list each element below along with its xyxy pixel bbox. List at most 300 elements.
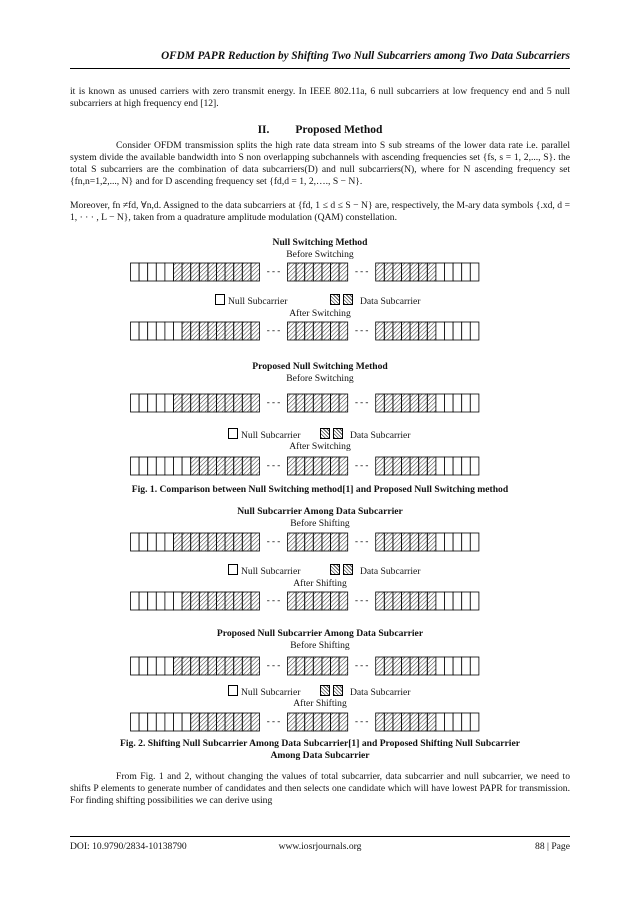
- fig1a-after-svg: [130, 321, 510, 341]
- footer-rule: [70, 836, 570, 837]
- data-subcarrier-cell: [384, 322, 393, 340]
- null-subcarrier-cell: [445, 457, 454, 475]
- null-subcarrier-cell: [139, 713, 148, 731]
- null-subcarrier-cell: [462, 592, 471, 610]
- ellipsis-gap: - - -: [266, 325, 281, 335]
- null-subcarrier-cell: [462, 322, 471, 340]
- null-subcarrier-cell: [148, 394, 157, 412]
- data-subcarrier-cell: [331, 533, 340, 551]
- fig2b-before-svg: [130, 656, 510, 676]
- data-subcarrier-cell: [402, 457, 411, 475]
- data-subcarrier-cell: [199, 592, 208, 610]
- data-subcarrier-cell: [208, 263, 217, 281]
- fig2a-before-svg: [130, 532, 510, 552]
- ellipsis-gap: - - -: [354, 460, 369, 470]
- data-subcarrier-cell: [191, 394, 200, 412]
- fig1a-before-label: Before Switching: [286, 249, 354, 260]
- data-subcarrier-cell: [234, 657, 243, 675]
- legend-null-label: Null Subcarrier: [241, 687, 301, 698]
- section-title: Proposed Method: [295, 124, 383, 136]
- data-subcarrier-cell: [305, 713, 314, 731]
- data-subcarrier-cell: [199, 263, 208, 281]
- data-subcarrier-cell: [208, 533, 217, 551]
- null-subcarrier-cell: [470, 592, 479, 610]
- null-subcarrier-cell: [445, 263, 454, 281]
- data-subcarrier-cell: [182, 322, 191, 340]
- null-subcarrier-cell: [156, 713, 165, 731]
- null-subcarrier-cell: [436, 533, 445, 551]
- legend-data-label: Data Subcarrier: [360, 566, 421, 577]
- data-subcarrier-cell: [199, 322, 208, 340]
- data-subcarrier-cell: [208, 713, 217, 731]
- data-subcarrier-cell: [339, 657, 348, 675]
- null-subcarrier-swatch: [215, 294, 225, 305]
- data-subcarrier-cell: [402, 394, 411, 412]
- null-subcarrier-cell: [436, 394, 445, 412]
- data-subcarrier-cell: [427, 263, 436, 281]
- data-subcarrier-cell: [296, 713, 305, 731]
- data-subcarrier-cell: [376, 263, 385, 281]
- data-subcarrier-cell: [191, 263, 200, 281]
- data-subcarrier-cell: [376, 457, 385, 475]
- data-subcarrier-cell: [339, 533, 348, 551]
- data-subcarrier-cell: [305, 592, 314, 610]
- data-subcarrier-cell: [225, 457, 234, 475]
- null-subcarrier-cell: [156, 592, 165, 610]
- data-subcarrier-cell: [322, 457, 331, 475]
- data-subcarrier-cell: [251, 657, 260, 675]
- data-subcarrier-cell: [305, 263, 314, 281]
- fig2b-legend: [70, 685, 570, 699]
- footer-url[interactable]: www.iosrjournals.org: [278, 841, 362, 852]
- data-subcarrier-cell: [242, 713, 251, 731]
- data-subcarrier-swatch: [333, 685, 343, 696]
- null-subcarrier-cell: [453, 533, 462, 551]
- null-subcarrier-swatch: [228, 428, 238, 439]
- null-subcarrier-cell: [156, 394, 165, 412]
- data-subcarrier-cell: [313, 533, 322, 551]
- null-subcarrier-cell: [470, 713, 479, 731]
- data-subcarrier-cell: [331, 263, 340, 281]
- data-subcarrier-cell: [322, 322, 331, 340]
- fig2b-after-row: [130, 712, 510, 732]
- null-subcarrier-cell: [139, 394, 148, 412]
- null-subcarrier-cell: [139, 263, 148, 281]
- data-subcarrier-cell: [242, 657, 251, 675]
- null-subcarrier-cell: [436, 263, 445, 281]
- null-subcarrier-cell: [131, 394, 140, 412]
- data-subcarrier-cell: [331, 394, 340, 412]
- fig1a-after-row: [130, 321, 510, 341]
- fig2b-before-label: Before Shifting: [290, 640, 350, 651]
- null-subcarrier-cell: [470, 657, 479, 675]
- null-subcarrier-cell: [462, 533, 471, 551]
- data-subcarrier-cell: [322, 713, 331, 731]
- fig2a-after-label: After Shifting: [293, 578, 347, 589]
- data-subcarrier-cell: [225, 713, 234, 731]
- data-subcarrier-cell: [376, 394, 385, 412]
- null-subcarrier-cell: [165, 263, 174, 281]
- data-subcarrier-cell: [393, 394, 402, 412]
- data-subcarrier-cell: [393, 592, 402, 610]
- data-subcarrier-cell: [225, 592, 234, 610]
- ellipsis-gap: - - -: [266, 595, 281, 605]
- data-subcarrier-cell: [376, 592, 385, 610]
- ellipsis-gap: - - -: [354, 397, 369, 407]
- data-subcarrier-cell: [234, 713, 243, 731]
- null-subcarrier-cell: [148, 713, 157, 731]
- data-subcarrier-cell: [191, 457, 200, 475]
- null-subcarrier-cell: [165, 322, 174, 340]
- data-subcarrier-cell: [242, 322, 251, 340]
- data-subcarrier-cell: [384, 533, 393, 551]
- null-subcarrier-cell: [156, 657, 165, 675]
- null-subcarrier-cell: [165, 457, 174, 475]
- null-subcarrier-cell: [453, 592, 462, 610]
- data-subcarrier-cell: [427, 322, 436, 340]
- fig1b-before-label: Before Switching: [286, 373, 354, 384]
- data-subcarrier-cell: [305, 457, 314, 475]
- data-subcarrier-cell: [288, 657, 297, 675]
- data-subcarrier-cell: [410, 533, 419, 551]
- fig2a-before-label: Before Shifting: [290, 518, 350, 529]
- data-subcarrier-cell: [393, 457, 402, 475]
- null-subcarrier-cell: [165, 657, 174, 675]
- fig2b-before-row: [130, 656, 510, 676]
- data-subcarrier-cell: [376, 533, 385, 551]
- null-subcarrier-cell: [436, 592, 445, 610]
- data-subcarrier-cell: [234, 263, 243, 281]
- data-subcarrier-cell: [225, 657, 234, 675]
- data-subcarrier-cell: [313, 394, 322, 412]
- null-subcarrier-cell: [139, 457, 148, 475]
- null-subcarrier-cell: [131, 322, 140, 340]
- data-subcarrier-cell: [376, 713, 385, 731]
- ellipsis-gap: - - -: [266, 266, 281, 276]
- figure2-caption-line2: Among Data Subcarrier: [270, 750, 370, 761]
- null-subcarrier-cell: [156, 263, 165, 281]
- null-subcarrier-cell: [445, 657, 454, 675]
- data-subcarrier-cell: [251, 263, 260, 281]
- fig1b-title: Proposed Null Switching Method: [252, 361, 388, 372]
- data-subcarrier-cell: [217, 657, 226, 675]
- data-subcarrier-cell: [322, 657, 331, 675]
- data-subcarrier-swatch: [333, 428, 343, 439]
- data-subcarrier-cell: [410, 713, 419, 731]
- data-subcarrier-cell: [182, 394, 191, 412]
- data-subcarrier-cell: [182, 657, 191, 675]
- null-subcarrier-cell: [156, 533, 165, 551]
- null-subcarrier-cell: [165, 394, 174, 412]
- data-subcarrier-cell: [402, 322, 411, 340]
- data-subcarrier-cell: [288, 322, 297, 340]
- data-subcarrier-cell: [199, 713, 208, 731]
- data-subcarrier-cell: [393, 657, 402, 675]
- null-subcarrier-cell: [445, 592, 454, 610]
- data-subcarrier-cell: [384, 713, 393, 731]
- data-subcarrier-cell: [296, 592, 305, 610]
- data-subcarrier-cell: [402, 592, 411, 610]
- data-subcarrier-cell: [402, 263, 411, 281]
- data-subcarrier-cell: [199, 457, 208, 475]
- null-subcarrier-cell: [139, 322, 148, 340]
- data-subcarrier-cell: [427, 394, 436, 412]
- null-subcarrier-cell: [139, 533, 148, 551]
- null-subcarrier-cell: [453, 263, 462, 281]
- legend-data-label: Data Subcarrier: [350, 687, 411, 698]
- data-subcarrier-cell: [419, 322, 428, 340]
- data-subcarrier-cell: [234, 322, 243, 340]
- data-subcarrier-cell: [427, 533, 436, 551]
- method-paragraph-2: Moreover, fn ≠fd, ∀n,d. Assigned to the data subcarriers at {fd, 1 ≤ d ≤ S − N} are, respectively, the M-ary data symbols {.xd, d = 1, · · · , L − N}, taken from a quadrature amplitude modulation (QAM) constellation.: [70, 200, 570, 223]
- null-subcarrier-cell: [174, 713, 183, 731]
- null-subcarrier-cell: [453, 457, 462, 475]
- fig2a-title: Null Subcarrier Among Data Subcarrier: [237, 506, 403, 517]
- data-subcarrier-cell: [242, 533, 251, 551]
- footer-doi: DOI: 10.9790/2834-10138790: [70, 841, 187, 852]
- data-subcarrier-cell: [251, 457, 260, 475]
- data-subcarrier-cell: [288, 263, 297, 281]
- data-subcarrier-cell: [174, 263, 183, 281]
- legend-null-label: Null Subcarrier: [241, 566, 301, 577]
- figure2-caption: [70, 738, 570, 762]
- data-subcarrier-cell: [225, 394, 234, 412]
- data-subcarrier-swatch: [330, 564, 340, 575]
- header-rule: [70, 68, 570, 69]
- null-subcarrier-cell: [165, 533, 174, 551]
- null-subcarrier-cell: [148, 533, 157, 551]
- data-subcarrier-cell: [288, 713, 297, 731]
- ellipsis-gap: - - -: [266, 397, 281, 407]
- null-subcarrier-cell: [131, 533, 140, 551]
- data-subcarrier-cell: [322, 533, 331, 551]
- data-subcarrier-cell: [296, 322, 305, 340]
- data-subcarrier-cell: [191, 713, 200, 731]
- data-subcarrier-swatch: [320, 428, 330, 439]
- data-subcarrier-cell: [410, 457, 419, 475]
- fig2b-after-svg: [130, 712, 510, 732]
- section-heading: [70, 124, 570, 136]
- data-subcarrier-cell: [305, 533, 314, 551]
- null-subcarrier-cell: [445, 322, 454, 340]
- null-subcarrier-cell: [436, 713, 445, 731]
- data-subcarrier-cell: [296, 457, 305, 475]
- fig1b-after-row: [130, 456, 510, 476]
- data-subcarrier-cell: [427, 457, 436, 475]
- data-subcarrier-cell: [376, 657, 385, 675]
- data-subcarrier-cell: [217, 457, 226, 475]
- data-subcarrier-cell: [251, 713, 260, 731]
- data-subcarrier-cell: [182, 533, 191, 551]
- fig1b-legend: [70, 428, 570, 442]
- data-subcarrier-cell: [242, 394, 251, 412]
- null-subcarrier-cell: [174, 457, 183, 475]
- data-subcarrier-cell: [182, 263, 191, 281]
- legend-data-label: Data Subcarrier: [350, 430, 411, 441]
- data-subcarrier-cell: [331, 713, 340, 731]
- null-subcarrier-swatch: [228, 564, 238, 575]
- null-subcarrier-cell: [139, 592, 148, 610]
- data-subcarrier-cell: [393, 322, 402, 340]
- data-subcarrier-cell: [393, 713, 402, 731]
- data-subcarrier-cell: [305, 657, 314, 675]
- null-subcarrier-cell: [462, 713, 471, 731]
- fig1b-before-svg: [130, 393, 510, 413]
- data-subcarrier-cell: [217, 592, 226, 610]
- ellipsis-gap: - - -: [354, 716, 369, 726]
- null-subcarrier-cell: [165, 592, 174, 610]
- null-subcarrier-cell: [470, 533, 479, 551]
- footer-page-number: 88 | Page: [535, 841, 570, 852]
- fig2a-legend: [70, 564, 570, 578]
- method-paragraph-1: Consider OFDM transmission splits the high rate data stream into S sub streams of the lower data rate i.e. parallel system divide the available bandwidth into S non overlapping subchannels with ascending frequencies set {fs, s = 1, 2,..., S}. the total S subcarriers are the combination of data subcarriers(D) and null subcarriers(N), where for N ascending frequency set {fn,n=1,2,..., N} and for D ascending frequency set {fd,d = 1, 2,…., S − N}.: [70, 140, 570, 187]
- null-subcarrier-cell: [131, 263, 140, 281]
- data-subcarrier-cell: [427, 592, 436, 610]
- fig1b-after-svg: [130, 456, 510, 476]
- null-subcarrier-cell: [156, 457, 165, 475]
- running-header: OFDM PAPR Reduction by Shifting Two Null Subcarriers among Two Data Subcarriers: [161, 50, 570, 62]
- data-subcarrier-cell: [419, 533, 428, 551]
- data-subcarrier-cell: [234, 533, 243, 551]
- ellipsis-gap: - - -: [354, 325, 369, 335]
- data-subcarrier-cell: [384, 657, 393, 675]
- ellipsis-gap: - - -: [266, 660, 281, 670]
- legend-data-label: Data Subcarrier: [360, 296, 421, 307]
- ellipsis-gap: - - -: [266, 536, 281, 546]
- data-subcarrier-cell: [419, 592, 428, 610]
- data-subcarrier-cell: [419, 713, 428, 731]
- data-subcarrier-cell: [305, 394, 314, 412]
- null-subcarrier-cell: [436, 322, 445, 340]
- null-subcarrier-cell: [453, 394, 462, 412]
- data-subcarrier-cell: [339, 322, 348, 340]
- data-subcarrier-cell: [217, 394, 226, 412]
- null-subcarrier-cell: [182, 713, 191, 731]
- null-subcarrier-cell: [453, 713, 462, 731]
- data-subcarrier-cell: [296, 657, 305, 675]
- data-subcarrier-cell: [313, 322, 322, 340]
- fig1b-before-row: [130, 393, 510, 413]
- data-subcarrier-cell: [199, 533, 208, 551]
- null-subcarrier-cell: [165, 713, 174, 731]
- data-subcarrier-cell: [339, 263, 348, 281]
- data-subcarrier-cell: [217, 263, 226, 281]
- null-subcarrier-cell: [148, 592, 157, 610]
- data-subcarrier-cell: [288, 457, 297, 475]
- data-subcarrier-cell: [251, 533, 260, 551]
- data-subcarrier-cell: [322, 592, 331, 610]
- data-subcarrier-cell: [322, 394, 331, 412]
- null-subcarrier-cell: [436, 657, 445, 675]
- data-subcarrier-cell: [384, 394, 393, 412]
- legend-null-label: Null Subcarrier: [228, 296, 288, 307]
- null-subcarrier-cell: [131, 592, 140, 610]
- fig1a-before-svg: [130, 262, 510, 282]
- data-subcarrier-cell: [225, 533, 234, 551]
- data-subcarrier-cell: [174, 394, 183, 412]
- null-subcarrier-cell: [470, 457, 479, 475]
- null-subcarrier-cell: [470, 394, 479, 412]
- null-subcarrier-cell: [139, 657, 148, 675]
- data-subcarrier-cell: [410, 394, 419, 412]
- data-subcarrier-cell: [331, 657, 340, 675]
- data-subcarrier-cell: [313, 657, 322, 675]
- null-subcarrier-cell: [445, 394, 454, 412]
- data-subcarrier-cell: [208, 322, 217, 340]
- fig2a-after-row: [130, 591, 510, 611]
- data-subcarrier-cell: [402, 533, 411, 551]
- data-subcarrier-cell: [305, 322, 314, 340]
- data-subcarrier-swatch: [343, 564, 353, 575]
- null-subcarrier-cell: [453, 322, 462, 340]
- data-subcarrier-cell: [339, 592, 348, 610]
- data-subcarrier-cell: [419, 457, 428, 475]
- ellipsis-gap: - - -: [266, 716, 281, 726]
- data-subcarrier-cell: [217, 713, 226, 731]
- data-subcarrier-cell: [199, 657, 208, 675]
- data-subcarrier-cell: [208, 457, 217, 475]
- null-subcarrier-cell: [436, 457, 445, 475]
- null-subcarrier-cell: [156, 322, 165, 340]
- closing-paragraph: From Fig. 1 and 2, without changing the values of total subcarrier, data subcarrier and null subcarrier, we need to shifts P elements to generate number of candidates and then selects one candidate which will have lowest PAPR for transmission. For finding shifting possibilities we can derive using: [70, 771, 570, 806]
- null-subcarrier-cell: [453, 657, 462, 675]
- ellipsis-gap: - - -: [354, 660, 369, 670]
- null-subcarrier-cell: [148, 657, 157, 675]
- data-subcarrier-cell: [251, 592, 260, 610]
- fig1a-before-row: [130, 262, 510, 282]
- ellipsis-gap: - - -: [354, 595, 369, 605]
- null-subcarrier-cell: [148, 457, 157, 475]
- data-subcarrier-cell: [313, 263, 322, 281]
- data-subcarrier-cell: [410, 592, 419, 610]
- null-subcarrier-cell: [148, 322, 157, 340]
- fig2a-before-row: [130, 532, 510, 552]
- data-subcarrier-cell: [393, 533, 402, 551]
- fig2b-title: Proposed Null Subcarrier Among Data Subcarrier: [216, 628, 424, 639]
- data-subcarrier-cell: [313, 592, 322, 610]
- fig1a-after-label: After Switching: [289, 308, 351, 319]
- data-subcarrier-cell: [419, 263, 428, 281]
- null-subcarrier-cell: [445, 713, 454, 731]
- data-subcarrier-cell: [234, 457, 243, 475]
- data-subcarrier-cell: [288, 533, 297, 551]
- data-subcarrier-swatch: [343, 294, 353, 305]
- data-subcarrier-cell: [225, 263, 234, 281]
- fig2b-after-label: After Shifting: [293, 698, 347, 709]
- figure1-caption: Fig. 1. Comparison between Null Switching method[1] and Proposed Null Switching method: [131, 484, 509, 495]
- null-subcarrier-cell: [131, 657, 140, 675]
- data-subcarrier-cell: [331, 592, 340, 610]
- data-subcarrier-cell: [393, 263, 402, 281]
- data-subcarrier-cell: [427, 657, 436, 675]
- null-subcarrier-cell: [182, 457, 191, 475]
- data-subcarrier-cell: [410, 263, 419, 281]
- data-subcarrier-cell: [199, 394, 208, 412]
- fig1b-after-label: After Switching: [289, 441, 351, 452]
- null-subcarrier-cell: [174, 322, 183, 340]
- data-subcarrier-cell: [182, 592, 191, 610]
- null-subcarrier-cell: [462, 457, 471, 475]
- data-subcarrier-cell: [208, 657, 217, 675]
- null-subcarrier-swatch: [228, 685, 238, 696]
- data-subcarrier-cell: [410, 322, 419, 340]
- data-subcarrier-cell: [242, 457, 251, 475]
- data-subcarrier-cell: [296, 394, 305, 412]
- null-subcarrier-cell: [445, 533, 454, 551]
- data-subcarrier-cell: [234, 592, 243, 610]
- data-subcarrier-cell: [208, 592, 217, 610]
- data-subcarrier-cell: [322, 263, 331, 281]
